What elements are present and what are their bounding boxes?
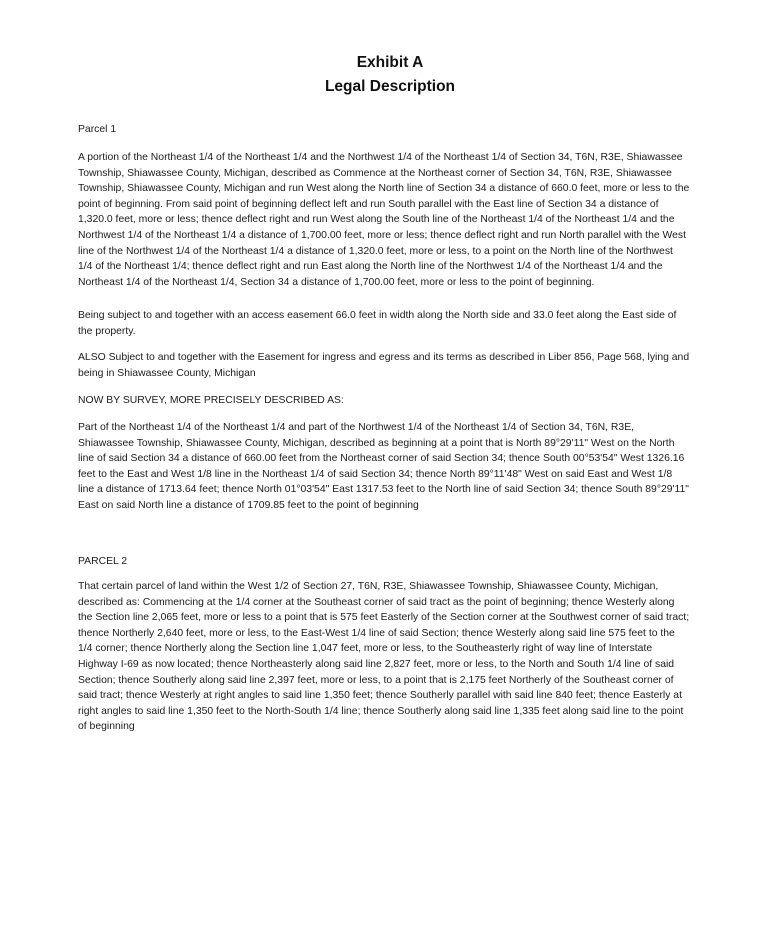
parcel-1-description: A portion of the Northeast 1/4 of the Northeast 1/4 and the Northwest 1/4 of the Northeast 1/4 of Section 34, T6N, R3E, Shiawassee Township, Shiawassee County, Michigan, described as Commence at the Northeast corner of Section 34, T6N, R3E, Shiawassee Township, Shiawassee County, Michigan and run West along the North line of Section 34 a distance of 660.0 feet, more or less to the point of beginning. From said point of beginning deflect left and run South parallel with the East line of Section 34 a distance of 1,320.0 feet, more or less; thence deflect right and run West along the South line of the Northeast 1/4 of the Northeast 1/4 and the Northwest 1/4 of the Northeast 1/4 a distance of 1,700.00 feet, more or less; thence deflect right and run North parallel with the West line of the Northwest 1/4 of the Northeast 1/4 a distance of 1,320.0 feet, more or less, to a point on the North line of the Northwest 1/4 of the Northeast 1/4; thence deflect right and run East along the North line of the Northwest 1/4 of the Northeast 1/4 and the Northeast 1/4 of the Northeast 1/4, Section 34 a distance of 1,700.00 feet, more or less to the point of beginning. [78, 152, 690, 288]
survey-heading: NOW BY SURVEY, MORE PRECISELY DESCRIBED AS: [78, 395, 344, 406]
legal-description-title: Legal Description [324, 78, 456, 95]
parcel-2-description: That certain parcel of land within the West 1/2 of Section 27, T6N, R3E, Shiawassee Township, Shiawassee County, Michigan, described as: Commencing at the 1/4 corner at the Southeast corner of said tract as the point of beginning; thence Westerly along the Section line 2,065 feet, more or less to a point that is 575 feet Easterly of the Section corner at the Southwest corner of said tract; thence Northerly 2,640 feet, more or less, to the East-West 1/4 line of said Section; thence Westerly along said line 575 feet to the 1/4 corner; thence Northerly along the Section line 1,047 feet, more or less, to the Southeasterly right of way line of Interstate Highway I-69 as now located; thence Northeasterly along said line 2,827 feet, more or less, to the North and South 1/4 line of said Section; thence Southerly along said line 2,397 feet, more or less, to a point that is 2,175 feet Northerly of the Southeast corner of said tract; thence Westerly at right angles to said line 1,350 feet; thence Southerly parallel with said line 840 feet; thence Easterly at right angles to said line 1,350 feet to the North-South 1/4 line; thence Southerly along said line 1,335 feet along said line to the point of beginning [78, 581, 690, 733]
survey-description: Part of the Northeast 1/4 of the Northeast 1/4 and part of the Northwest 1/4 of the Northeast 1/4 of Section 34, T6N, R3E, Shiawassee Township, Shiawassee County, Michigan, described as beginning at a point that is North 89°29'11" West on the North line of said Section 34 a distance of 660.00 feet from the Northeast corner of said Section 34; thence South 00°53'54" West 1326.16 feet to the East and West 1/8 line in the Northeast 1/4 of said Section 34; thence North 89°11'48" West on said East and West 1/8 line a distance of 1713.64 feet; thence North 01°03'54" East 1317.53 feet to the North line of said Section 34; thence South 89°29'11" East on said North line a distance of 1709.85 feet to the point of beginning [78, 422, 689, 511]
parcel-2-label: PARCEL 2 [78, 556, 128, 567]
access-easement-paragraph: Being subject to and together with an access easement 66.0 feet in width along the North side and 33.0 feet along the East side of the property. [78, 310, 677, 337]
also-subject-paragraph: ALSO Subject to and together with the Easement for ingress and egress and its terms as described in Liber 856, Page 568, lying and being in Shiawassee County, Michigan [78, 352, 690, 379]
exhibit-title: Exhibit A [356, 54, 424, 71]
parcel-1-label: Parcel 1 [78, 124, 117, 135]
